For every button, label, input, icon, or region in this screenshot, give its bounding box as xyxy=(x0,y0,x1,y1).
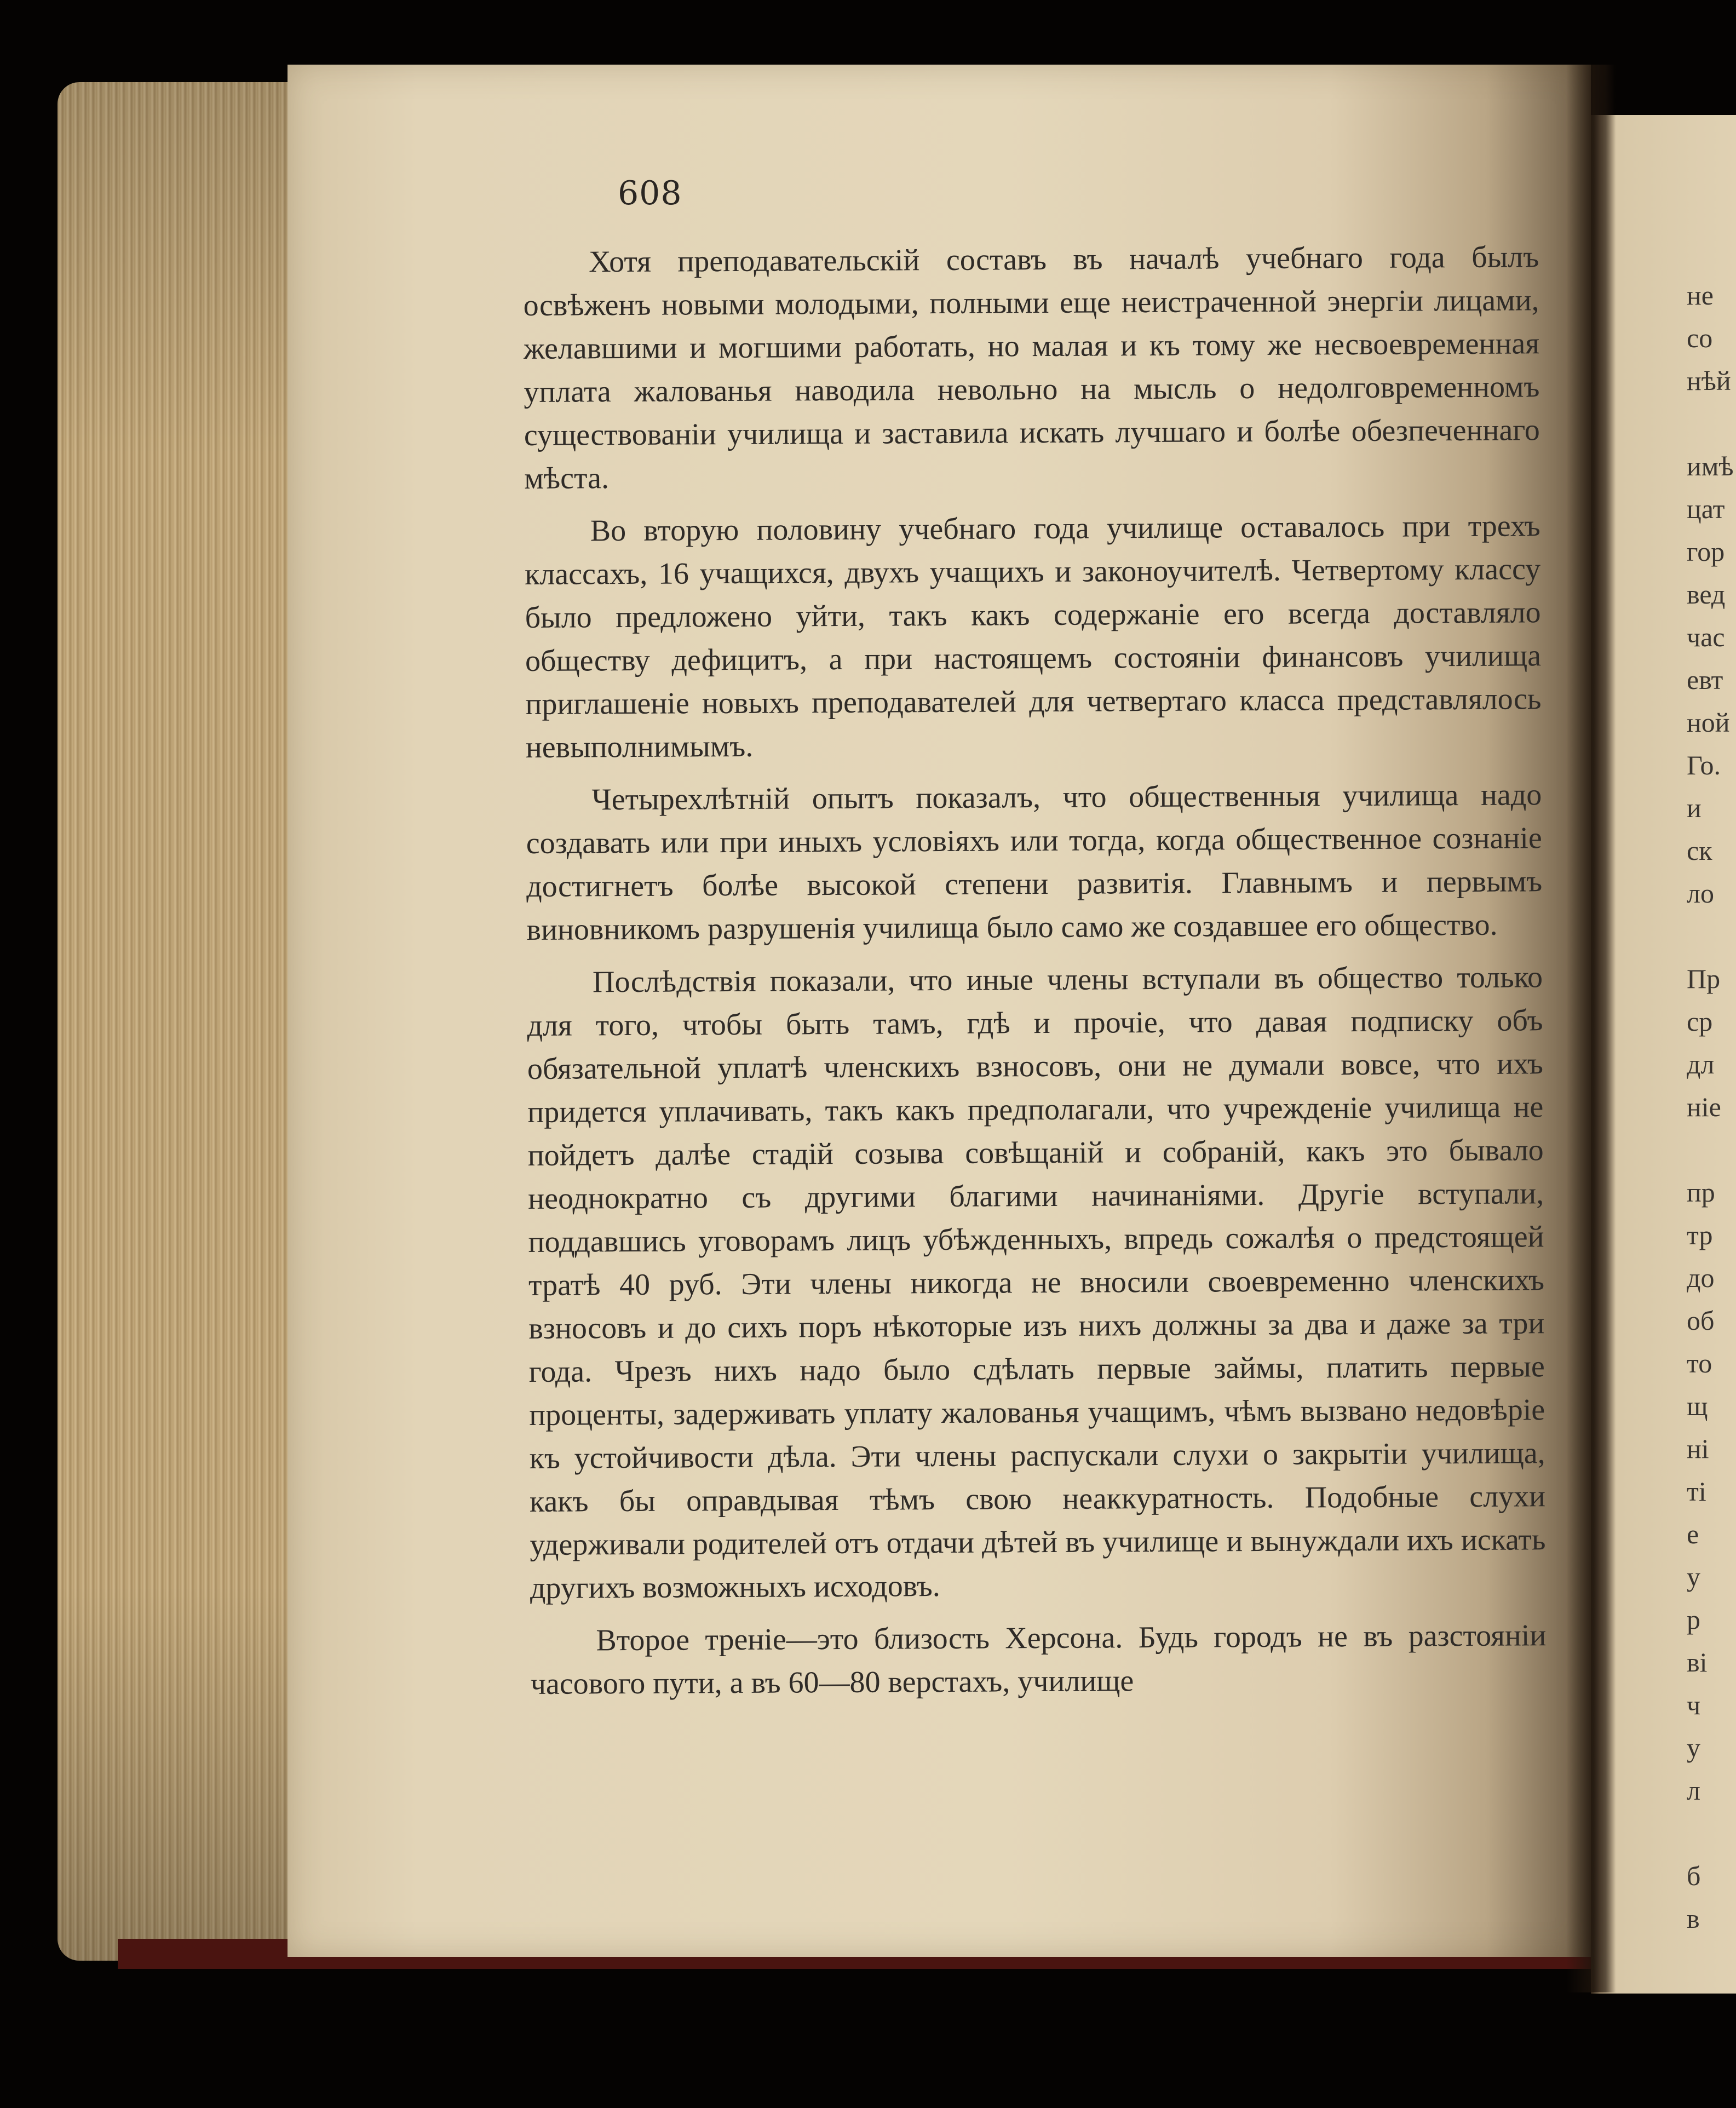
facing-line: гор xyxy=(1687,536,1725,567)
facing-line: имѣ xyxy=(1687,451,1734,481)
page-body-text xyxy=(523,236,1547,1715)
facing-line: ніе xyxy=(1687,1092,1721,1122)
facing-line: час xyxy=(1687,622,1725,652)
facing-line: нѣй xyxy=(1687,365,1731,396)
facing-line: со xyxy=(1687,323,1713,353)
facing-line: у xyxy=(1687,1561,1700,1592)
facing-line: ло xyxy=(1687,878,1714,909)
facing-line: и xyxy=(1687,792,1701,823)
facing-line xyxy=(1687,1128,1736,1171)
facing-line: ср xyxy=(1687,1006,1713,1037)
facing-line: евт xyxy=(1687,664,1723,695)
facing-line: ві xyxy=(1687,1647,1708,1678)
facing-line: вед xyxy=(1687,579,1726,610)
page-edge-stack xyxy=(58,82,309,1961)
facing-line xyxy=(1687,402,1736,445)
facing-line: ні xyxy=(1687,1433,1709,1464)
facing-line: ті xyxy=(1687,1476,1706,1507)
facing-line: е xyxy=(1687,1519,1699,1549)
paragraph: Послѣдствія показали, что иные члены вступали въ общество только для того, чтобы быть тамъ, гдѣ и прочіе, что давая подписку объ обязательной уплатѣ членскихъ взносовъ, они не думали вовсе, что ихъ придется уплачивать, такъ какъ предполагали, что учрежденіе училища не пойдетъ далѣе стадій созыва совѣщаній и собраній, какъ это бывало неоднократно съ другими благими начинаніями. Другіе вступали, поддавшись уговорамъ лицъ убѣжденныхъ, впредь сожалѣя о предстоящей тратѣ 40 руб. Эти члены никогда не вносили своевременно членскихъ взносовъ и до сихъ поръ нѣкоторые изъ нихъ должны за два и даже за три года. Чрезъ нихъ надо было сдѣлать первые займы, платить первые проценты, задерживать уплату жалованья учащимъ, чѣмъ вызвано недовѣріе къ устойчивости дѣла. Эти члены распускали слухи о закрытіи училища, какъ бы оправдывая тѣмъ свою неаккуратность. Подобные слухи удерживали родителей отъ отдачи дѣтей въ училище и вынуждали ихъ искать другихъ возможныхъ исходовъ. xyxy=(527,960,1546,1605)
facing-line: р xyxy=(1687,1604,1700,1635)
book-gutter xyxy=(1566,65,1616,1992)
facing-line: л xyxy=(1687,1775,1700,1806)
facing-line: Го. xyxy=(1687,750,1721,780)
facing-line: Пр xyxy=(1687,963,1721,994)
facing-line: щ xyxy=(1687,1391,1708,1421)
paragraph: Во вторую половину учебнаго года училище оставалось при трехъ классахъ, 16 учащихся, двухъ учащихъ и законоучителѣ. Четвертому классу было предложено уйти, такъ какъ содержаніе его всегда доставляло обществу дефицитъ, а при настоящемъ состояніи финансовъ училища приглашеніе новыхъ преподавателей для четвертаго класса представлялось невыполнимымъ. xyxy=(525,509,1542,765)
facing-line: то xyxy=(1687,1348,1712,1378)
facing-line: в xyxy=(1687,1903,1700,1934)
facing-line: ч xyxy=(1687,1690,1701,1720)
facing-line xyxy=(1687,1812,1736,1854)
facing-line: ной xyxy=(1687,707,1730,738)
facing-line xyxy=(1687,915,1736,957)
paragraph: Четырехлѣтній опытъ показалъ, что общественныя училища надо создавать или при иныхъ условіяхъ или тогда, когда общественное сознаніе достигнетъ болѣе высокой степени развитія. Главнымъ и первымъ виновникомъ разрушенія училища было само же создавшее его общество. xyxy=(526,778,1543,947)
facing-line: тр xyxy=(1687,1220,1713,1250)
facing-line: б xyxy=(1687,1860,1701,1891)
facing-line: об xyxy=(1687,1305,1715,1336)
facing-line: не xyxy=(1687,280,1714,311)
facing-line: у xyxy=(1687,1732,1700,1763)
facing-line: дл xyxy=(1687,1049,1715,1079)
paragraph: Второе треніе—это близость Херсона. Будь городъ не въ разстояніи часового пути, а въ 60—80 верстахъ, училище xyxy=(530,1618,1547,1701)
facing-line: до xyxy=(1687,1262,1715,1293)
paragraph: Хотя преподавательскій составъ въ началѣ учебнаго года былъ освѣженъ новыми молодыми, полными еще неистраченной энергіи лицами, желавшими и могшими работать, но малая и къ тому же несвоевременная уплата жалованья наводила невольно на мысль о недолговременномъ существованіи училища и заставила искать лучшаго и болѣе обезпеченнаго мѣста. xyxy=(523,240,1540,496)
facing-line: ск xyxy=(1687,835,1712,866)
facing-page-text xyxy=(1687,274,1736,1940)
page-number: 608 xyxy=(618,174,682,212)
facing-line: цат xyxy=(1687,493,1725,524)
facing-line: пр xyxy=(1687,1177,1715,1208)
